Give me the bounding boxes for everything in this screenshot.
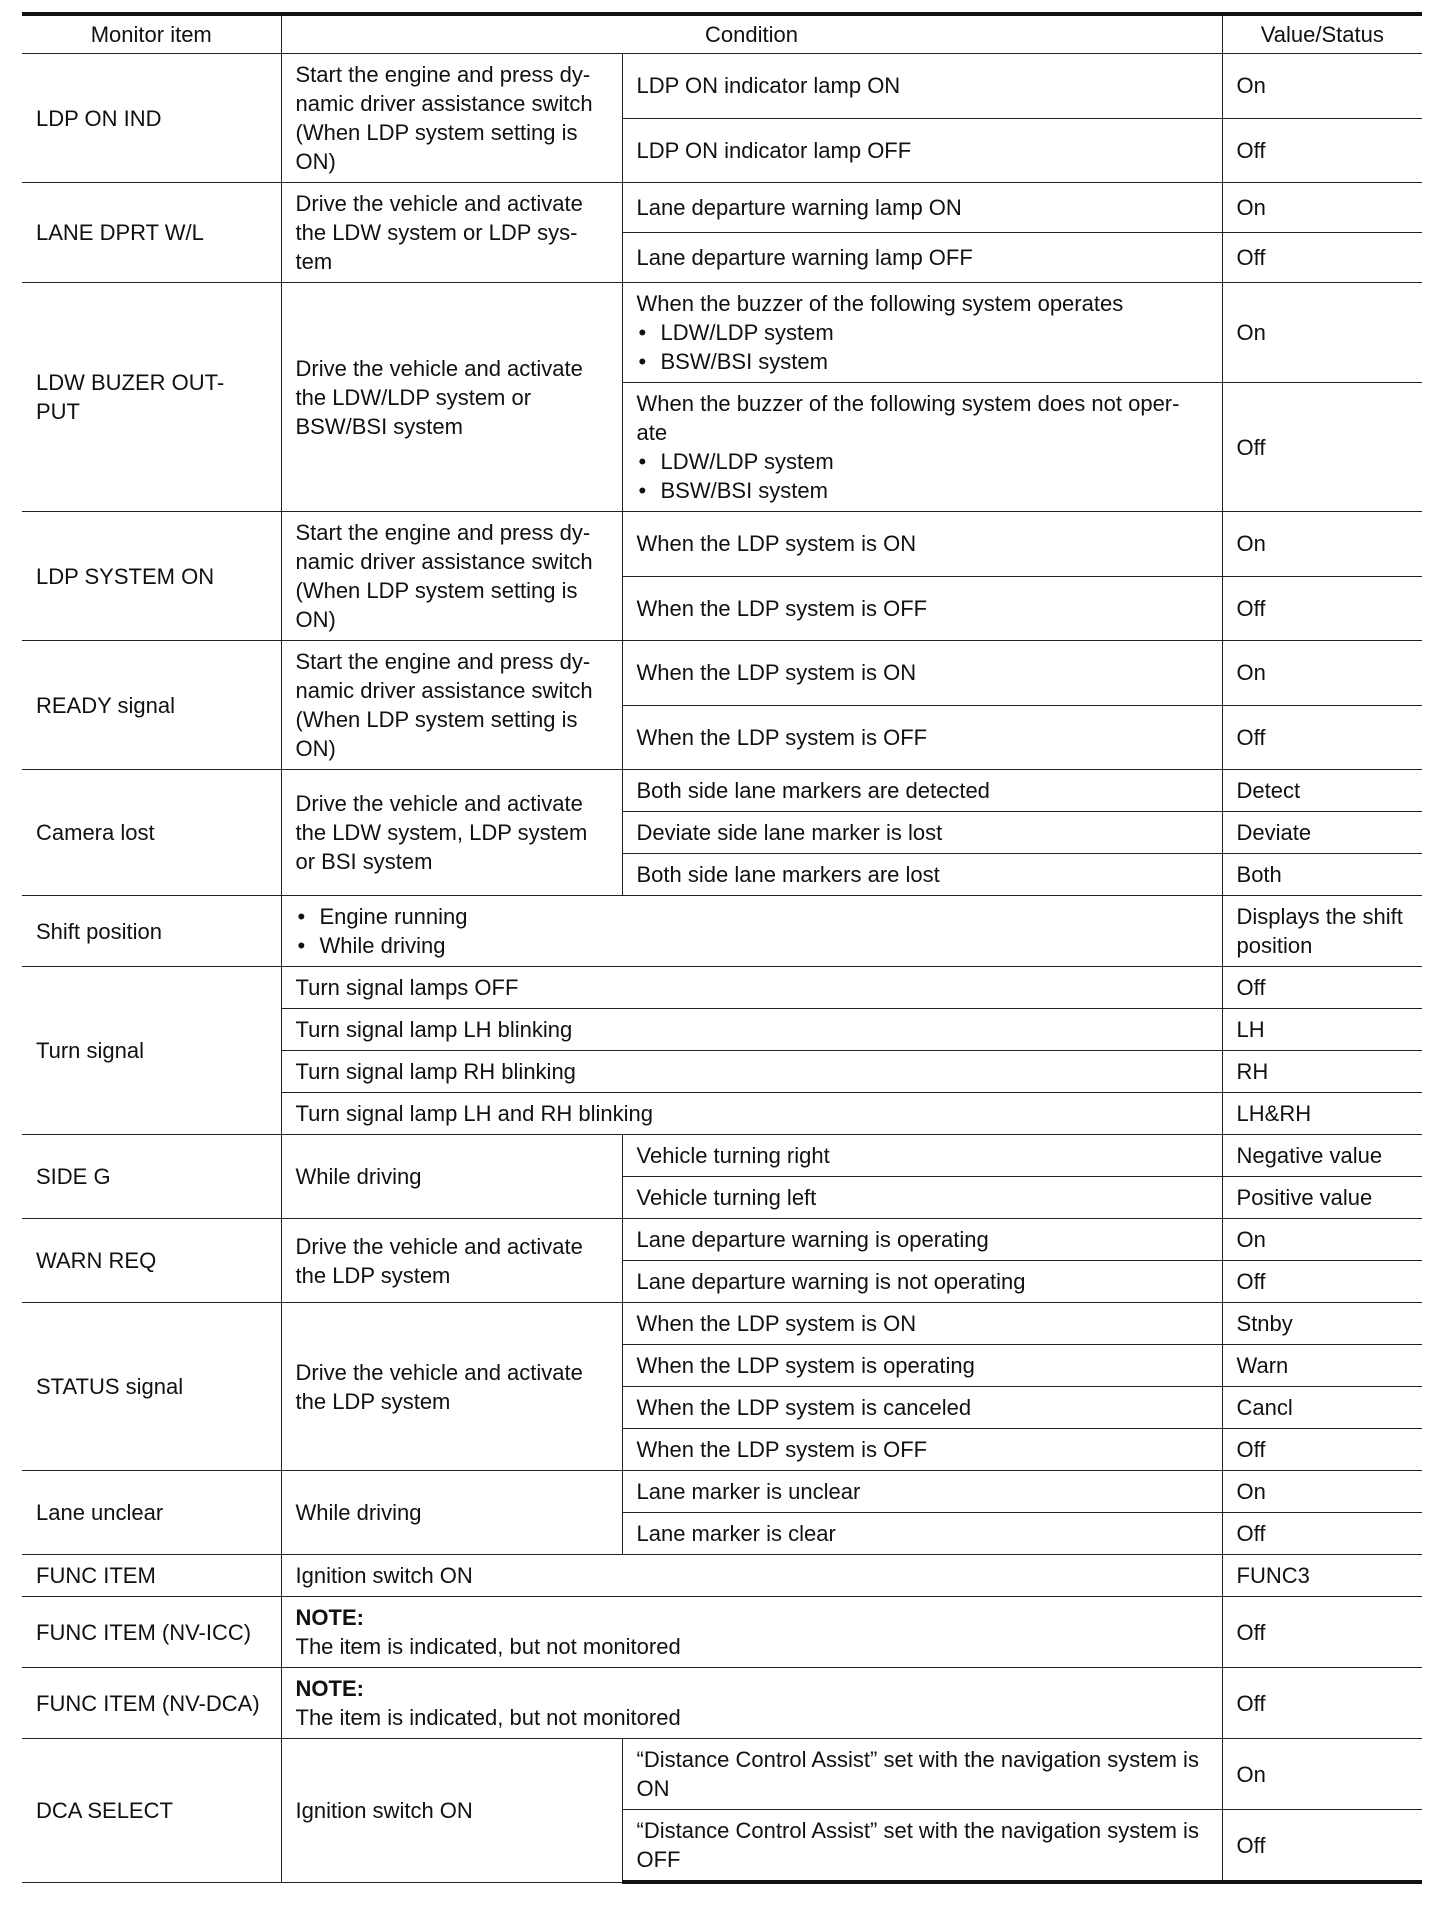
monitor-item-cell [22, 1555, 281, 1597]
monitor-item-label: FUNC ITEM [36, 1563, 156, 1588]
sub-condition-cell [622, 1261, 1222, 1303]
condition-cell [281, 770, 622, 896]
condition-cell [281, 1135, 622, 1219]
value-status-cell: Off [1222, 967, 1422, 1009]
sub-condition-cell [281, 1597, 1222, 1668]
value-status-cell: Stnby [1222, 1303, 1422, 1345]
monitor-item-cell [22, 512, 281, 641]
sub-condition-text: When the LDP system is OFF [636, 724, 928, 750]
sub-condition-text: LDP ON indicator lamp ON [636, 73, 901, 99]
sub-condition-text: When the LDP system is OFF [636, 1437, 928, 1462]
table-row [22, 770, 1422, 812]
monitor-item-cell [22, 641, 281, 770]
condition-cell [281, 54, 622, 183]
sub-condition-text: LDP ON indicator lamp OFF [636, 137, 912, 163]
monitor-item-cell [22, 54, 281, 183]
sub-condition-text: When the LDP system is canceled [636, 1395, 972, 1420]
sub-condition-text: When the LDP system is ON [636, 660, 917, 686]
sub-condition-cell [622, 705, 1222, 770]
condition-text: Drive the vehicle and activate the LDW system or LDP sys-tem [295, 191, 583, 274]
sub-condition-text: Both side lane markers are lost [636, 862, 940, 887]
condition-cell [281, 512, 622, 641]
sub-condition-text: When the buzzer of the following system does not oper-ate [636, 391, 1180, 445]
bullet-list [637, 318, 1208, 376]
table-header-row [22, 14, 1422, 54]
value-status-cell: On [1222, 183, 1422, 233]
condition-text: Start the engine and press dy-namic driver assistance switch (When LDP system setting is ON) [295, 520, 593, 632]
value-status-cell: Off [1222, 1810, 1422, 1883]
bullet-item: • LDW/LDP system [637, 318, 1208, 347]
sub-condition-cell [622, 812, 1222, 854]
sub-condition-cell [622, 1345, 1222, 1387]
monitor-item-cell [22, 1597, 281, 1668]
header-value-status: Value/Status [1222, 14, 1422, 54]
sub-condition-text: Lane marker is clear [636, 1521, 836, 1546]
sub-condition-text: When the LDP system is ON [636, 531, 917, 557]
value-status-cell: Off [1222, 1513, 1422, 1555]
monitor-item-label: Turn signal [36, 1038, 145, 1063]
sub-condition-cell [281, 1668, 1222, 1739]
sub-condition-cell [622, 770, 1222, 812]
monitor-item-cell [22, 1471, 281, 1555]
note-label: NOTE: [295, 1605, 364, 1630]
condition-text: Drive the vehicle and activate the LDW/LDP system or BSW/BSI system [295, 355, 583, 439]
sub-condition-cell [281, 1051, 1222, 1093]
bullet-list [296, 902, 1208, 960]
table-row [22, 1597, 1422, 1668]
table-row [22, 1135, 1422, 1177]
sub-condition-cell [622, 1303, 1222, 1345]
monitor-item-cell [22, 1668, 281, 1739]
condition-text: Start the engine and press dy-namic driver assistance switch (When LDP system setting is ON) [295, 62, 593, 174]
monitor-item-table [22, 12, 1422, 1884]
sub-condition-cell [622, 854, 1222, 896]
header-monitor-item: Monitor item [22, 14, 281, 54]
value-status-cell: Off [1222, 383, 1422, 512]
table-row [22, 896, 1422, 967]
monitor-item-label: DCA SELECT [36, 1797, 173, 1823]
value-status-cell: Off [1222, 1668, 1422, 1739]
sub-condition-text: Turn signal lamps OFF [295, 975, 519, 1000]
monitor-item-cell [22, 770, 281, 896]
monitor-item-label: LANE DPRT W/L [36, 220, 204, 245]
sub-condition-cell [281, 896, 1222, 967]
table-row [22, 967, 1422, 1009]
condition-cell [281, 1219, 622, 1303]
monitor-item-label: LDP SYSTEM ON [36, 563, 215, 589]
value-status-cell: Both [1222, 854, 1422, 896]
value-status-cell: Off [1222, 576, 1422, 641]
condition-text: While driving [295, 1164, 422, 1189]
table-row [22, 183, 1422, 233]
bullet-list [637, 447, 1208, 505]
value-status-cell: LH&RH [1222, 1093, 1422, 1135]
value-status-cell: Off [1222, 118, 1422, 183]
sub-condition-text: The item is indicated, but not monitored [295, 1634, 681, 1659]
value-status-cell: On [1222, 1739, 1422, 1810]
monitor-item-cell [22, 896, 281, 967]
sub-condition-text: Turn signal lamp RH blinking [295, 1059, 576, 1084]
sub-condition-cell [622, 1429, 1222, 1471]
condition-text: Start the engine and press dy-namic driver assistance switch (When LDP system setting is ON) [295, 649, 593, 761]
value-status-cell: Off [1222, 1597, 1422, 1668]
sub-condition-text: Lane departure warning is not operating [636, 1269, 1026, 1294]
value-status-cell: On [1222, 1471, 1422, 1513]
table-row [22, 1219, 1422, 1261]
sub-condition-cell [281, 1093, 1222, 1135]
monitor-item-cell [22, 1135, 281, 1219]
monitor-item-label: Lane unclear [36, 1500, 164, 1525]
monitor-item-cell [22, 183, 281, 283]
sub-condition-text: Lane marker is unclear [636, 1479, 861, 1504]
sub-condition-cell [281, 967, 1222, 1009]
sub-condition-text: The item is indicated, but not monitored [295, 1705, 681, 1730]
table-row [22, 1739, 1422, 1810]
sub-condition-cell [281, 1555, 1222, 1597]
monitor-item-label: LDP ON IND [36, 105, 162, 131]
sub-condition-cell [622, 1177, 1222, 1219]
monitor-item-label: STATUS signal [36, 1374, 184, 1399]
sub-condition-text: Both side lane markers are detected [636, 778, 990, 803]
condition-cell [281, 283, 622, 512]
sub-condition-cell [622, 383, 1222, 512]
sub-condition-text: When the LDP system is ON [636, 1311, 917, 1336]
monitor-item-label: Camera lost [36, 820, 155, 845]
condition-cell [281, 641, 622, 770]
bullet-item: • While driving [296, 931, 1208, 960]
value-status-cell: Off [1222, 1261, 1422, 1303]
value-status-cell: RH [1222, 1051, 1422, 1093]
monitor-item-label: Shift position [36, 918, 162, 944]
sub-condition-cell [622, 512, 1222, 577]
sub-condition-text: When the buzzer of the following system operates [636, 291, 1124, 316]
sub-condition-text: Turn signal lamp LH and RH blinking [295, 1101, 653, 1126]
sub-condition-text: Vehicle turning right [636, 1143, 830, 1168]
note-label: NOTE: [295, 1676, 364, 1701]
sub-condition-text: “Distance Control Assist” set with the navigation system is OFF [636, 1818, 1199, 1872]
value-status-cell: On [1222, 54, 1422, 119]
condition-text: Drive the vehicle and activate the LDP system [295, 1233, 583, 1288]
value-status-cell: Detect [1222, 770, 1422, 812]
sub-condition-cell [622, 1219, 1222, 1261]
table-row [22, 283, 1422, 383]
sub-condition-text: When the LDP system is OFF [636, 595, 928, 621]
sub-condition-cell [622, 233, 1222, 283]
sub-condition-text: Vehicle turning left [636, 1185, 817, 1210]
table-row [22, 641, 1422, 706]
condition-text: Drive the vehicle and activate the LDP system [295, 1359, 583, 1414]
value-status-cell: Negative value [1222, 1135, 1422, 1177]
value-status-cell: Displays the shift position [1222, 896, 1422, 967]
sub-condition-text: Turn signal lamp LH blinking [295, 1017, 573, 1042]
condition-text: While driving [295, 1500, 422, 1525]
value-status-cell: Warn [1222, 1345, 1422, 1387]
sub-condition-text: Lane departure warning is operating [636, 1227, 989, 1252]
sub-condition-text: “Distance Control Assist” set with the navigation system is ON [636, 1747, 1199, 1801]
sub-condition-text: When the LDP system is operating [636, 1353, 975, 1378]
value-status-cell: Off [1222, 233, 1422, 283]
sub-condition-cell [622, 1739, 1222, 1810]
condition-cell [281, 183, 622, 283]
monitor-item-label: LDW BUZER OUT-PUT [36, 370, 225, 424]
bullet-item: • BSW/BSI system [637, 476, 1208, 505]
condition-text: Ignition switch ON [295, 1797, 473, 1823]
sub-condition-cell [622, 1513, 1222, 1555]
sub-condition-cell [622, 54, 1222, 119]
value-status-cell: Off [1222, 1429, 1422, 1471]
bullet-item: • BSW/BSI system [637, 347, 1208, 376]
monitor-item-label: WARN REQ [36, 1248, 157, 1273]
header-condition: Condition [281, 14, 1222, 54]
monitor-item-label: FUNC ITEM (NV-ICC) [36, 1619, 252, 1645]
table-row [22, 54, 1422, 119]
table-row [22, 1471, 1422, 1513]
value-status-cell: On [1222, 1219, 1422, 1261]
sub-condition-text: Lane departure warning lamp OFF [636, 245, 973, 270]
condition-cell [281, 1471, 622, 1555]
sub-condition-text: Ignition switch ON [295, 1563, 473, 1588]
sub-condition-cell [622, 283, 1222, 383]
value-status-cell: LH [1222, 1009, 1422, 1051]
sub-condition-cell [622, 641, 1222, 706]
monitor-item-label: SIDE G [36, 1164, 111, 1189]
monitor-item-label: FUNC ITEM (NV-DCA) [36, 1690, 260, 1716]
value-status-cell: On [1222, 512, 1422, 577]
table-row [22, 1555, 1422, 1597]
table-row [22, 512, 1422, 577]
table-body [22, 54, 1422, 1883]
condition-cell [281, 1303, 622, 1471]
table-row [22, 1668, 1422, 1739]
sub-condition-cell [622, 1135, 1222, 1177]
value-status-cell: On [1222, 641, 1422, 706]
condition-text: Drive the vehicle and activate the LDW system, LDP system or BSI system [295, 791, 588, 874]
value-status-cell: On [1222, 283, 1422, 383]
value-status-cell: Deviate [1222, 812, 1422, 854]
value-status-cell: Cancl [1222, 1387, 1422, 1429]
sub-condition-cell [281, 1009, 1222, 1051]
value-status-cell: Positive value [1222, 1177, 1422, 1219]
sub-condition-cell [622, 118, 1222, 183]
sub-condition-text: Deviate side lane marker is lost [636, 820, 943, 845]
sub-condition-cell [622, 1387, 1222, 1429]
sub-condition-cell [622, 1471, 1222, 1513]
value-status-cell: Off [1222, 705, 1422, 770]
bullet-item: • LDW/LDP system [637, 447, 1208, 476]
sub-condition-cell [622, 576, 1222, 641]
monitor-item-cell [22, 1303, 281, 1471]
table-row [22, 1303, 1422, 1345]
monitor-item-label: READY signal [36, 692, 175, 718]
bullet-item: • Engine running [296, 902, 1208, 931]
monitor-item-cell [22, 1219, 281, 1303]
value-status-cell: FUNC3 [1222, 1555, 1422, 1597]
monitor-item-cell [22, 967, 281, 1135]
monitor-item-cell [22, 1739, 281, 1883]
sub-condition-cell [622, 1810, 1222, 1883]
sub-condition-text: Lane departure warning lamp ON [636, 195, 962, 220]
condition-cell [281, 1739, 622, 1883]
sub-condition-cell [622, 183, 1222, 233]
monitor-item-cell [22, 283, 281, 512]
